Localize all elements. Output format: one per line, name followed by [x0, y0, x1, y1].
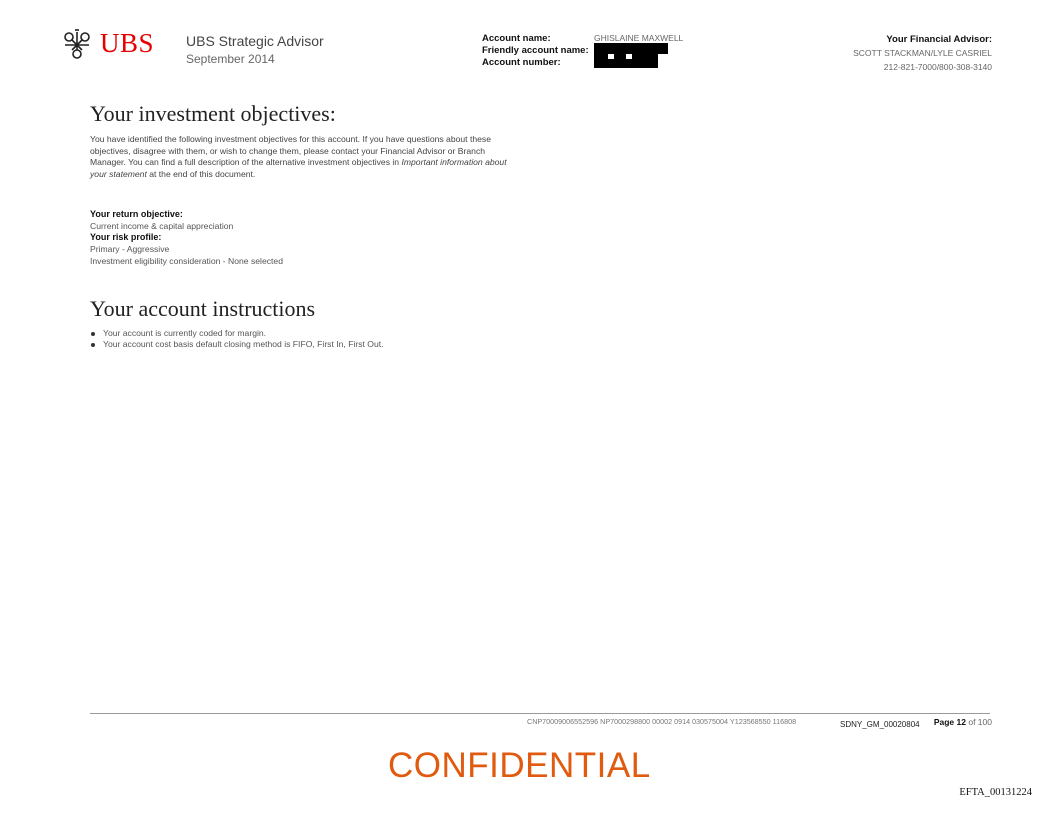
ubs-wordmark: UBS — [100, 28, 155, 58]
risk-profile-label: Your risk profile: — [90, 232, 162, 242]
redaction-box — [594, 43, 668, 54]
confidential-stamp: CONFIDENTIAL — [388, 746, 651, 785]
intro-italic-ref: Important information about your statement — [90, 157, 507, 179]
instruction-text: Your account is currently coded for margin. — [103, 328, 267, 338]
account-name-value: GHISLAINE MAXWELL — [594, 33, 684, 43]
intro-text: You have identified the following investment objectives for this account. If you have questions about these objectives, disagree with them, or wish to change them, please contact your Financial Advisor or Branch Manager. You can find a full description of the alternative investment objectives in — [90, 134, 491, 168]
instruction-text: Your account cost basis default closing method is FIFO, First In, First Out. — [103, 339, 384, 349]
page-number — [934, 717, 992, 727]
redaction-gap — [608, 54, 614, 59]
ubs-logo — [60, 26, 170, 66]
page-label: Page — [933, 717, 955, 727]
product-name: UBS Strategic Advisor — [186, 33, 324, 49]
friendly-account-name-label: Friendly account name: — [482, 45, 589, 56]
advisor-title: Your Financial Advisor: — [886, 34, 992, 45]
efta-number: EFTA_00131224 — [959, 787, 1032, 798]
eligibility-consideration: Investment eligibility consideration - None selected — [90, 256, 283, 266]
ubs-keys-icon — [60, 28, 94, 62]
return-objective-value: Current income & capital appreciation — [90, 221, 234, 231]
account-name-label: Account name: — [482, 33, 551, 44]
account-number-label: Account number: — [482, 57, 561, 68]
advisor-names: SCOTT STACKMAN/LYLE CASRIEL — [853, 48, 992, 58]
page-current: 12 — [956, 717, 966, 727]
objectives-intro — [90, 134, 510, 180]
return-objective-label: Your return objective: — [90, 209, 183, 219]
instructions-heading: Your account instructions — [90, 296, 316, 321]
list-item — [90, 339, 384, 350]
risk-profile-value: Primary - Aggressive — [90, 244, 170, 254]
document-code: CNP70009006552596 NP7000298800 00002 0914 030575004 Y123568550 116808 — [527, 717, 797, 726]
intro-text-end: at the end of this document. — [146, 168, 256, 179]
objectives-heading: Your investment objectives: — [90, 101, 336, 126]
instructions-list — [90, 328, 384, 350]
statement-period: September 2014 — [186, 52, 275, 66]
page-total: of 100 — [968, 717, 992, 727]
list-item — [90, 328, 384, 339]
advisor-phone: 212-821-7000/800-308-3140 — [883, 62, 992, 72]
redaction-gap — [626, 54, 632, 59]
bullet-icon — [91, 332, 95, 336]
bates-number: SDNY_GM_00020804 — [840, 720, 920, 729]
bullet-icon — [91, 343, 95, 347]
footer-rule — [90, 713, 990, 714]
